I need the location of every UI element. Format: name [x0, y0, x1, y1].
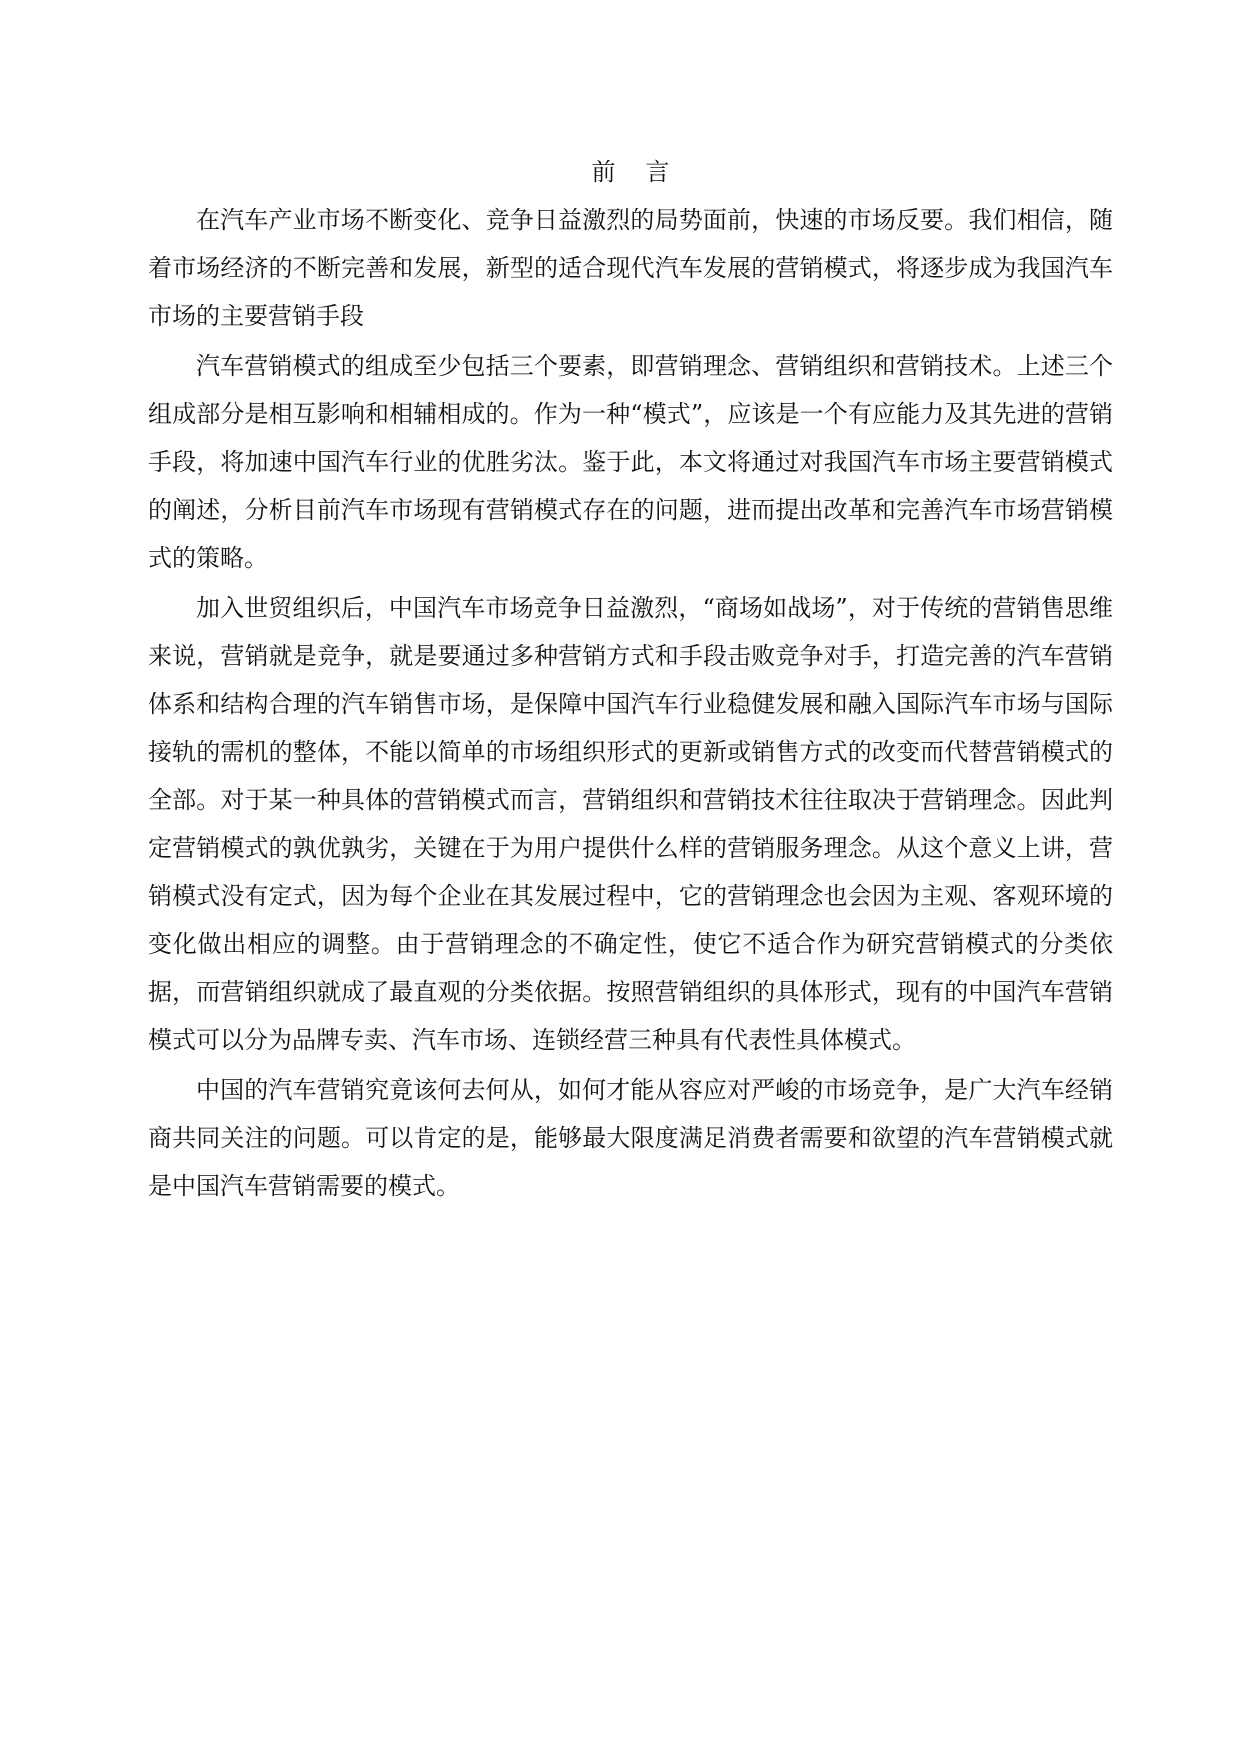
page-title: 前言 — [591, 158, 700, 186]
paragraph-4: 中国的汽车营销究竟该何去何从，如何才能从容应对严峻的市场竞争，是广大汽车经销商共同关注的问题。可以肯定的是，能够最大限度满足消费者需要和欲望的汽车营销模式就是中国汽车营销需要的模式。 — [148, 1076, 1113, 1200]
document-body — [148, 152, 1113, 1210]
paragraph-1: 在汽车产业市场不断变化、竞争日益激烈的局势面前，快速的市场反要。我们相信，随着市场经济的不断完善和发展，新型的适合现代汽车发展的营销模式，将逐步成为我国汽车市场的主要营销手段 — [148, 206, 1113, 330]
paragraph-3: 加入世贸组织后，中国汽车市场竞争日益激烈，“商场如战场”，对于传统的营销售思维来说，营销就是竞争，就是要通过多种营销方式和手段击败竞争对手，打造完善的汽车营销体系和结构合理的汽车销售市场，是保障中国汽车行业稳健发展和融入国际汽车市场与国际接轨的需机的整体，不能以简单的市场组织形式的更新或销售方式的改变而代替营销模式的全部。对于某一种具体的营销模式而言，营销组织和营销技术往往取决于营销理念。因此判定营销模式的孰优孰劣，关键在于为用户提供什么样的营销服务理念。从这个意义上讲，营销模式没有定式，因为每个企业在其发展过程中，它的营销理念也会因为主观、客观环境的变化做出相应的调整。由于营销理念的不确定性，使它不适合作为研究营销模式的分类依据，而营销组织就成了最直观的分类依据。按照营销组织的具体形式，现有的中国汽车营销模式可以分为品牌专卖、汽车市场、连锁经营三种具有代表性具体模式。 — [148, 594, 1113, 1054]
paragraph-2: 汽车营销模式的组成至少包括三个要素，即营销理念、营销组织和营销技术。上述三个组成部分是相互影响和相辅相成的。作为一种“模式”，应该是一个有应能力及其先进的营销手段，将加速中国汽车行业的优胜劣汰。鉴于此，本文将通过对我国汽车市场主要营销模式的阐述，分析目前汽车市场现有营销模式存在的问题，进而提出改革和完善汽车市场营销模式的策略。 — [148, 352, 1113, 572]
